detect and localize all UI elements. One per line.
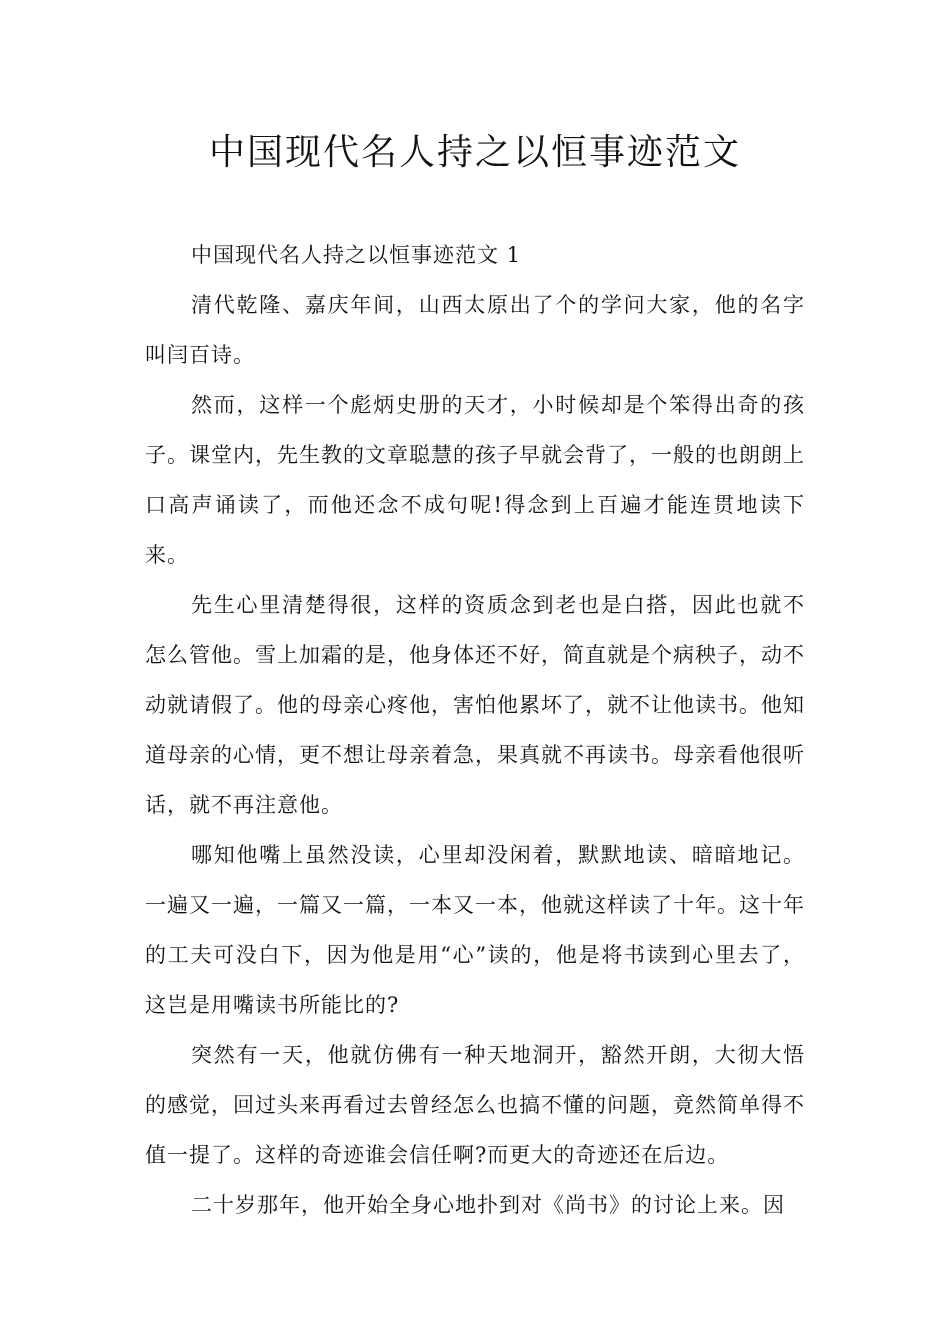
paragraph: 二十岁那年，他开始全身心地扑到对《尚书》的讨论上来。因	[191, 1193, 785, 1217]
paragraph: 哪知他嘴上虽然没读，心里却没闲着，默默地读、暗暗地记。一遍又一遍，一篇又一篇，一本又一本，他就这样读了十年。这十年的工夫可没白下，因为他是用“心”读的，他是将书读到心里去了，这岂是用嘴读书所能比的?	[145, 843, 805, 1017]
paragraph: 清代乾隆、嘉庆年间，山西太原出了个的学问大家，他的名字叫闫百诗。	[145, 293, 805, 367]
paragraph-subtitle: 中国现代名人持之以恒事迹范文 1	[191, 243, 522, 267]
paragraph: 然而，这样一个彪炳史册的天才，小时候却是个笨得出奇的孩子。课堂内，先生教的文章聪慧的孩子早就会背了，一般的也朗朗上口高声诵读了，而他还念不成句呢!得念到上百遍才能连贯地读下来。	[145, 393, 805, 567]
paragraph: 突然有一天，他就仿佛有一种天地洞开，豁然开朗，大彻大悟的感觉，回过头来再看过去曾经怎么也搞不懂的问题，竟然简单得不值一提了。这样的奇迹谁会信任啊?而更大的奇迹还在后边。	[145, 1043, 805, 1167]
paragraph: 先生心里清楚得很，这样的资质念到老也是白搭，因此也就不怎么管他。雪上加霜的是，他身体还不好，简直就是个病秧子，动不动就请假了。他的母亲心疼他，害怕他累坏了，就不让他读书。他知道母亲的心情，更不想让母亲着急，果真就不再读书。母亲看他很听话，就不再注意他。	[145, 593, 805, 817]
document-body	[145, 230, 805, 1230]
document-title: 中国现代名人持之以恒事迹范文	[208, 132, 741, 173]
